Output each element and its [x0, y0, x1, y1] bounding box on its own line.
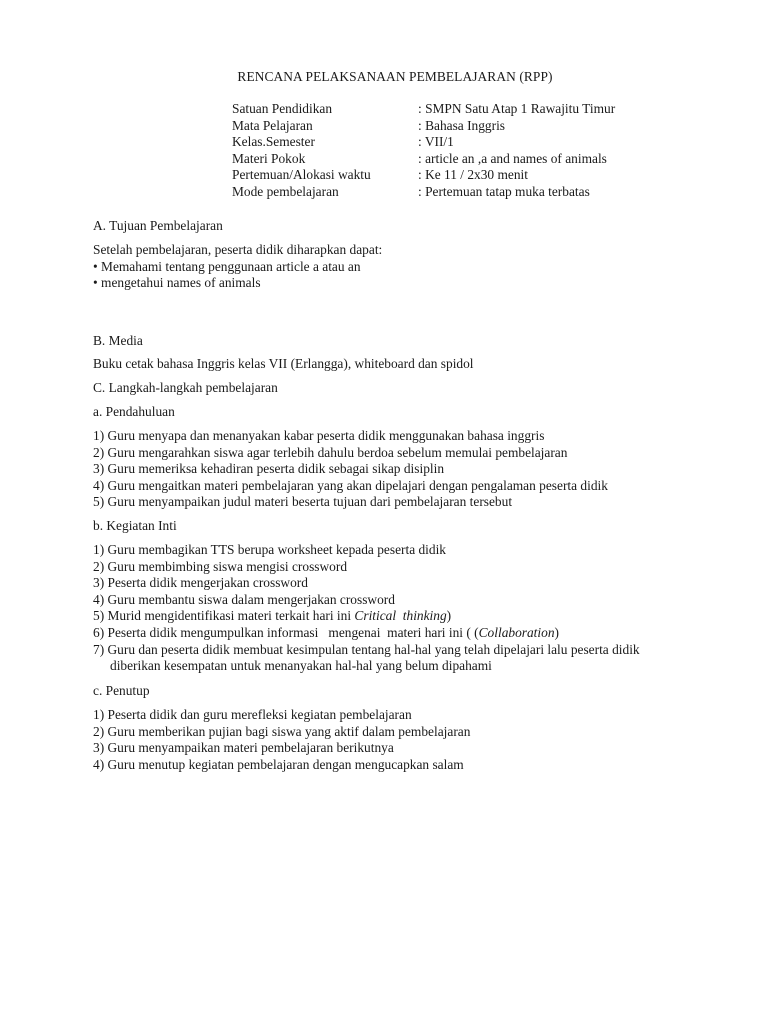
- section-b-text: Buku cetak bahasa Inggris kelas VII (Erlangga), whiteboard dan spidol: [93, 356, 474, 371]
- item-emphasis: Collaboration: [478, 624, 555, 640]
- identity-label: Pertemuan/Alokasi waktu: [232, 167, 371, 183]
- identity-value: : article an ,a and names of animals: [418, 150, 607, 166]
- list-item: 4) Guru mengaitkan materi pembelajaran yang akan dipelajari dengan pengalaman peserta didik: [93, 477, 608, 493]
- item-text: 6) Peserta didik mengumpulkan informasi mengenai materi hari ini ( (: [93, 624, 479, 640]
- identity-value: : VII/1: [418, 134, 454, 150]
- identity-label: Mode pembelajaran: [232, 183, 339, 199]
- identity-row: [232, 101, 615, 118]
- list-item: 5) Guru menyampaikan judul materi beserta tujuan dari pembelajaran tersebut: [93, 494, 513, 510]
- identity-table: [232, 101, 615, 201]
- identity-value: : Ke 11 / 2x30 menit: [418, 167, 528, 183]
- section-a-intro: Setelah pembelajaran, peserta didik diharapkan dapat:: [93, 242, 383, 257]
- identity-label: Kelas.Semester: [232, 134, 315, 150]
- section-b-heading: B. Media: [93, 333, 143, 348]
- identity-row: [232, 134, 615, 151]
- list-item: 4) Guru menutup kegiatan pembelajaran dengan mengucapkan salam: [93, 756, 464, 772]
- item-emphasis: Critical thinking: [354, 608, 447, 624]
- list-item: 1) Peserta didik dan guru merefleksi kegiatan pembelajaran: [93, 707, 412, 722]
- penutup-list: [93, 707, 733, 773]
- list-item: [93, 625, 733, 642]
- identity-label: Materi Pokok: [232, 150, 306, 166]
- document-title: RENCANA PELAKSANAAN PEMBELAJARAN (RPP): [237, 69, 553, 84]
- identity-value: : Bahasa Inggris: [418, 117, 506, 133]
- item-text: 5) Murid mengidentifikasi materi terkait hari ini: [93, 608, 355, 624]
- item-text: ): [554, 624, 559, 640]
- pendahuluan-heading: a. Pendahuluan: [93, 404, 175, 419]
- list-item-continuation: diberikan kesempatan untuk menanyakan hal-hal yang belum dipahami: [110, 658, 492, 674]
- identity-row: [232, 118, 615, 135]
- list-item: 3) Guru memeriksa kehadiran peserta didik sebagai sikap disiplin: [93, 461, 445, 477]
- section-a-body: [93, 242, 733, 292]
- list-item: • mengetahui names of animals: [93, 275, 261, 291]
- identity-label: Mata Pelajaran: [232, 117, 313, 133]
- identity-row: [232, 184, 615, 201]
- identity-value: : SMPN Satu Atap 1 Rawajitu Timur: [418, 101, 616, 116]
- list-item: 3) Peserta didik mengerjakan crossword: [93, 575, 308, 591]
- list-item: 1) Guru membagikan TTS berupa worksheet kepada peserta didik: [93, 542, 447, 557]
- list-item: • Memahami tentang penggunaan article a atau an: [93, 258, 361, 274]
- list-item: 1) Guru menyapa dan menanyakan kabar peserta didik menggunakan bahasa inggris: [93, 428, 545, 443]
- kegiatan-inti-heading: b. Kegiatan Inti: [93, 518, 177, 533]
- list-item: 3) Guru menyampaikan materi pembelajaran berikutnya: [93, 740, 394, 756]
- list-item: 2) Guru membimbing siswa mengisi crossword: [93, 558, 348, 574]
- list-item: [93, 608, 733, 625]
- identity-value: : Pertemuan tatap muka terbatas: [418, 183, 590, 199]
- list-item: 2) Guru mengarahkan siswa agar terlebih dahulu berdoa sebelum memulai pembelajaran: [93, 444, 568, 460]
- section-c-heading: C. Langkah-langkah pembelajaran: [93, 380, 278, 395]
- list-item: 7) Guru dan peserta didik membuat kesimpulan tentang hal-hal yang telah dipelajari lalu peserta didik: [93, 641, 640, 657]
- identity-row: [232, 151, 615, 168]
- identity-row: [232, 167, 615, 184]
- item-text: ): [446, 608, 452, 624]
- kegiatan-inti-list: [93, 542, 733, 675]
- list-item: 4) Guru membantu siswa dalam mengerjakan crossword: [93, 591, 395, 607]
- list-item: 2) Guru memberikan pujian bagi siswa yang aktif dalam pembelajaran: [93, 723, 471, 739]
- penutup-heading: c. Penutup: [93, 683, 150, 698]
- section-a-heading: A. Tujuan Pembelajaran: [93, 218, 223, 233]
- identity-label: Satuan Pendidikan: [232, 101, 333, 116]
- pendahuluan-list: [93, 428, 733, 511]
